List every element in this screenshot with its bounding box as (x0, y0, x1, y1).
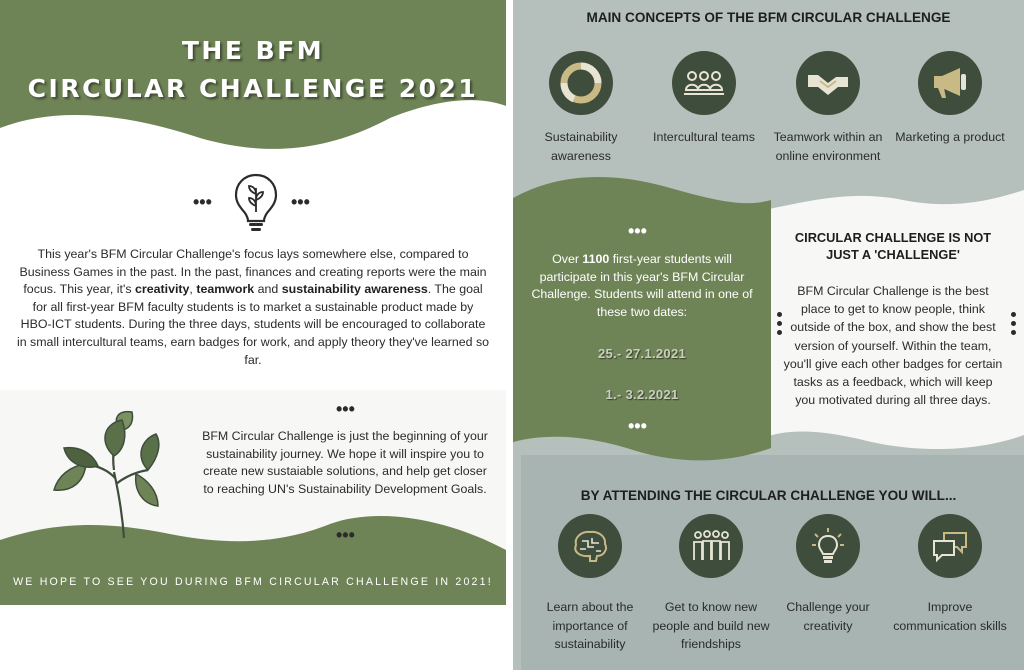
benefit-label: Learn about the importance of sustainability (546, 600, 634, 651)
benefit-sustainability (525, 514, 655, 654)
footer-banner: WE HOPE TO SEE YOU DURING BFM CIRCULAR CHALLENGE IN 2021! (13, 576, 493, 588)
concept-sustainability (521, 51, 641, 165)
concept-label: Marketing a product (895, 130, 1005, 144)
dots-top: ••• (336, 399, 355, 419)
concept-label: Teamwork within an online environment (773, 130, 883, 163)
dots-right: ••• (291, 192, 310, 212)
dots-left: ••• (193, 192, 212, 212)
megaphone-icon (918, 51, 982, 115)
intro-paragraph: This year's BFM Circular Challenge's focus lays somewhere else, compared to Business Games in the past. In the past, finances and creating reports were the main focus. This year, it's creativity, teamwork and sustainability awareness. The goal for all first-year BFM faculty students is to market a sustainable product made by HBO-ICT students. During the three days, students will be encouraged to collaborate in small intercultural teams, earn badges for work, and apply theory they've learned so far. (16, 247, 490, 367)
journey-paragraph: BFM Circular Challenge is just the beginning of your sustainability journey. We hope it will inspire you to create new sustaiable solutions, and help get closer to reaching UN's Sustainability Development Goals. (202, 429, 488, 496)
benefit-label: Get to know new people and build new friendships (652, 600, 770, 651)
vertical-dots-right (1011, 312, 1017, 339)
participants-paragraph: Over 1100 first-year students will participate in this year's BFM Circular Challenge. Students will attend in one of these two dates: (531, 252, 753, 319)
participants-count: 1100 (582, 252, 610, 266)
concept-label: Intercultural teams (653, 130, 755, 144)
title-line-2: CIRCULAR CHALLENGE 2021 (27, 74, 479, 103)
brain-icon (558, 514, 622, 578)
benefit-label: Improve communication skills (893, 600, 1007, 633)
benefit-label: Challenge your creativity (786, 600, 870, 633)
left-panel (0, 0, 506, 605)
dots-bottom: ••• (336, 525, 355, 545)
date-option-1: 25.- 27.1.2021 (597, 346, 687, 361)
benefit-creativity (768, 514, 888, 635)
date-option-2: 1.- 3.2.2021 (605, 387, 679, 402)
lightbulb-icon (796, 514, 860, 578)
concept-marketing (890, 51, 1010, 147)
keyword-creativity: creativity (135, 282, 190, 297)
keyword-teamwork: teamwork (196, 282, 255, 297)
benefit-friendships (646, 514, 776, 654)
chat-bubbles-icon (918, 514, 982, 578)
title-line-1: THE BFM (181, 36, 325, 65)
benefit-communication (890, 514, 1010, 635)
vertical-dots-left (777, 312, 783, 339)
people-line-icon (679, 514, 743, 578)
not-just-challenge-paragraph: BFM Circular Challenge is the best place to get to know people, think outside of the box, and show the best version of yourself. Within the team, you'll give each other badges for certain tasks as a feedback, which will keep you motivated during all three days. (783, 284, 1003, 408)
page-title (0, 32, 506, 108)
right-panel (513, 0, 1024, 670)
not-just-challenge-title: CIRCULAR CHALLENGE IS NOT JUST A 'CHALLENGE' (794, 230, 992, 262)
concept-teamwork (768, 51, 888, 165)
dots-bottom: ••• (628, 416, 647, 436)
people-group-icon (672, 51, 736, 115)
plant-illustration (52, 410, 162, 538)
keyword-sustainability: sustainability awareness (281, 282, 428, 297)
dots-top: ••• (628, 221, 647, 241)
concept-label: Sustainability awareness (544, 130, 618, 163)
attending-title: BY ATTENDING THE CIRCULAR CHALLENGE YOU WILL... (580, 488, 957, 503)
pie-chart-icon (549, 51, 613, 115)
lightbulb-leaf-icon (232, 172, 280, 232)
handshake-icon (796, 51, 860, 115)
concept-intercultural (644, 51, 764, 147)
main-concepts-title: MAIN CONCEPTS OF THE BFM CIRCULAR CHALLENGE (586, 10, 951, 25)
